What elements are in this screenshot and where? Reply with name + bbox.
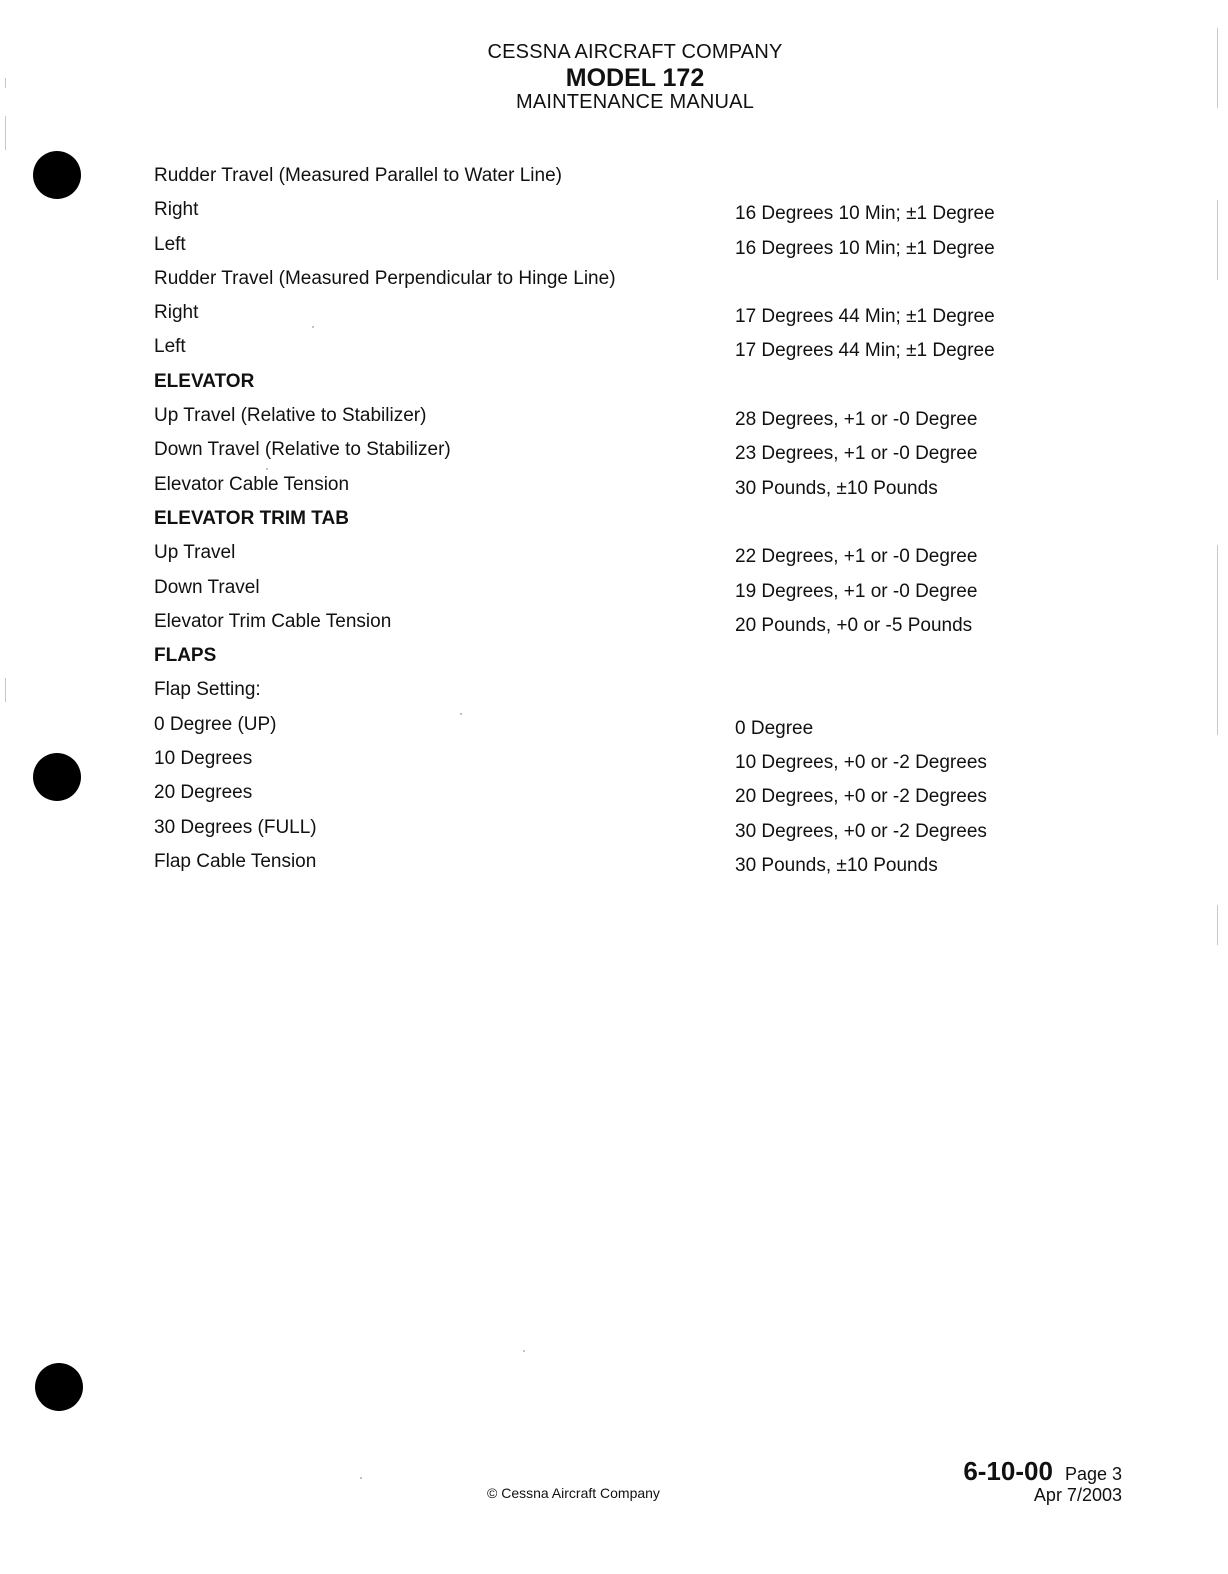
page-number: Page 3 bbox=[1064, 1464, 1122, 1484]
spec-value: 30 Pounds, ±10 Pounds bbox=[735, 477, 938, 499]
scan-edge-mark bbox=[5, 78, 6, 88]
spec-row bbox=[154, 575, 1054, 609]
spec-value: 0 Degree bbox=[735, 717, 814, 739]
spec-row bbox=[154, 266, 1054, 300]
spec-row bbox=[154, 472, 1054, 506]
binder-hole-bottom bbox=[35, 1363, 83, 1411]
spec-value: 19 Degrees, +1 or -0 Degree bbox=[735, 580, 978, 602]
scan-edge-mark bbox=[1217, 200, 1218, 280]
spec-row bbox=[154, 232, 1054, 266]
specification-list bbox=[154, 163, 1054, 883]
spec-row bbox=[154, 746, 1054, 780]
spec-row bbox=[154, 780, 1054, 814]
spec-row bbox=[154, 334, 1054, 368]
spec-row bbox=[154, 609, 1054, 643]
scan-edge-mark bbox=[5, 678, 6, 702]
binder-hole-top bbox=[33, 151, 81, 199]
spec-label: 10 Degrees bbox=[154, 748, 253, 770]
spec-value: 17 Degrees 44 Min; ±1 Degree bbox=[735, 340, 995, 362]
chapter-number: 6-10-00 bbox=[963, 1456, 1053, 1486]
spec-label: Down Travel (Relative to Stabilizer) bbox=[154, 439, 451, 461]
spec-value: 16 Degrees 10 Min; ±1 Degree bbox=[735, 203, 995, 225]
spec-row bbox=[154, 163, 1054, 197]
spec-row bbox=[154, 437, 1054, 471]
spec-row bbox=[154, 540, 1054, 574]
spec-row bbox=[154, 197, 1054, 231]
scan-edge-mark bbox=[5, 116, 6, 150]
section-heading-label: ELEVATOR bbox=[154, 370, 255, 392]
spec-row bbox=[154, 300, 1054, 334]
manual-title: MAINTENANCE MANUAL bbox=[515, 91, 755, 113]
spec-row bbox=[154, 403, 1054, 437]
spec-label: Rudder Travel (Measured Perpendicular to Hinge Line) bbox=[154, 267, 616, 289]
spec-value: 30 Degrees, +0 or -2 Degrees bbox=[735, 820, 987, 842]
spec-value: 28 Degrees, +1 or -0 Degree bbox=[735, 409, 978, 431]
spec-value: 17 Degrees 44 Min; ±1 Degree bbox=[735, 306, 995, 328]
section-heading bbox=[154, 643, 1054, 677]
spec-label: Up Travel bbox=[154, 542, 236, 564]
spec-label: Elevator Cable Tension bbox=[154, 473, 350, 495]
scan-speck bbox=[523, 1350, 525, 1352]
spec-label: Rudder Travel (Measured Parallel to Water Line) bbox=[154, 165, 562, 186]
spec-label: Right bbox=[154, 199, 199, 221]
scan-edge-mark bbox=[1217, 905, 1218, 945]
model-title: MODEL 172 bbox=[565, 64, 705, 92]
company-name: CESSNA AIRCRAFT COMPANY bbox=[487, 41, 783, 63]
spec-label: 0 Degree (UP) bbox=[154, 713, 277, 735]
spec-label: Left bbox=[154, 233, 186, 255]
scan-edge-mark bbox=[1217, 545, 1218, 735]
spec-row bbox=[154, 677, 1054, 711]
spec-value: 16 Degrees 10 Min; ±1 Degree bbox=[735, 237, 995, 259]
spec-label: 30 Degrees (FULL) bbox=[154, 816, 317, 838]
spec-value: 20 Degrees, +0 or -2 Degrees bbox=[735, 786, 987, 808]
binder-hole-middle bbox=[33, 753, 81, 801]
section-heading bbox=[154, 369, 1054, 403]
spec-label: 20 Degrees bbox=[154, 782, 253, 804]
scan-speck bbox=[360, 1477, 362, 1479]
section-heading-label: FLAPS bbox=[154, 645, 217, 667]
spec-value: 10 Degrees, +0 or -2 Degrees bbox=[735, 752, 987, 774]
section-heading bbox=[154, 506, 1054, 540]
spec-value: 22 Degrees, +1 or -0 Degree bbox=[735, 546, 978, 568]
spec-row bbox=[154, 815, 1054, 849]
spec-row bbox=[154, 849, 1054, 883]
spec-label: Left bbox=[154, 336, 186, 358]
copyright-notice: © Cessna Aircraft Company bbox=[487, 1485, 660, 1501]
spec-label: Flap Setting: bbox=[154, 679, 261, 701]
spec-label: Up Travel (Relative to Stabilizer) bbox=[154, 405, 427, 427]
revision-date: Apr 7/2003 bbox=[1033, 1485, 1122, 1505]
section-heading-label: ELEVATOR TRIM TAB bbox=[154, 507, 349, 529]
page-footer bbox=[963, 1456, 1122, 1506]
spec-value: 20 Pounds, +0 or -5 Pounds bbox=[735, 614, 973, 636]
spec-value: 30 Pounds, ±10 Pounds bbox=[735, 854, 938, 876]
spec-label: Down Travel bbox=[154, 576, 260, 598]
spec-row bbox=[154, 712, 1054, 746]
spec-label: Flap Cable Tension bbox=[154, 850, 317, 872]
scan-edge-mark bbox=[1217, 28, 1218, 108]
spec-value: 23 Degrees, +1 or -0 Degree bbox=[735, 443, 978, 465]
spec-label: Right bbox=[154, 302, 199, 324]
page-header bbox=[0, 42, 1228, 112]
spec-label: Elevator Trim Cable Tension bbox=[154, 610, 392, 632]
